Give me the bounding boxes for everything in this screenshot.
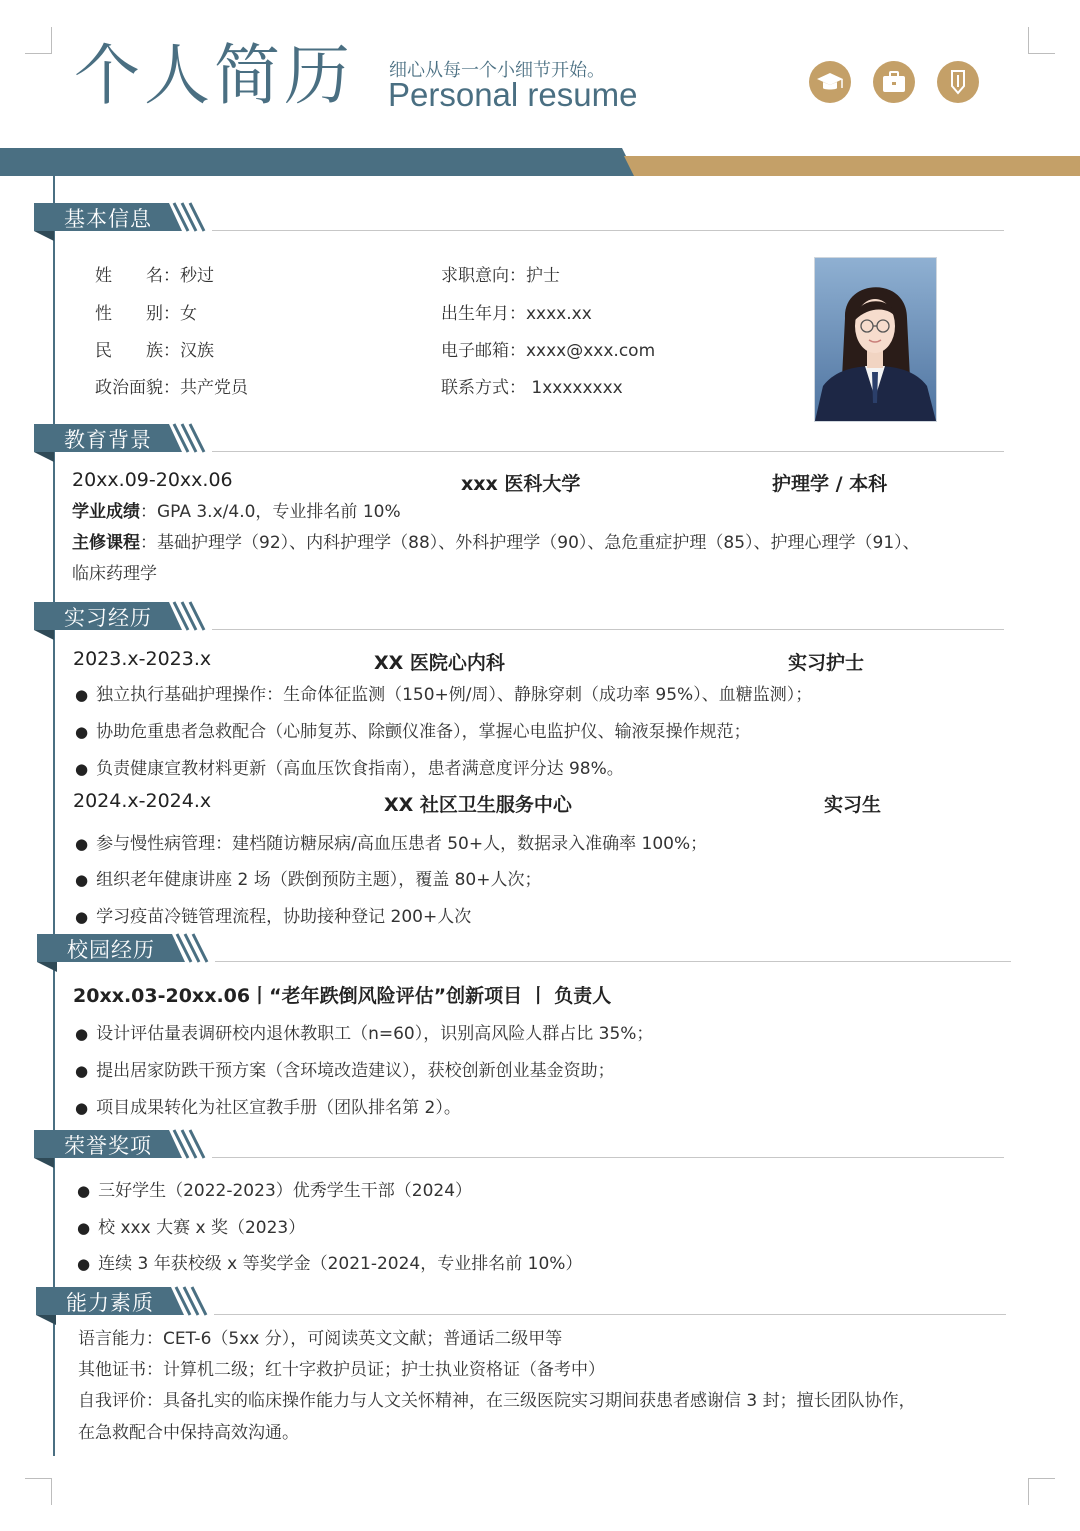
briefcase-icon bbox=[873, 61, 915, 103]
internship-1-role: 实习护士 bbox=[788, 652, 865, 674]
list-item: ● 学习疫苗冷链管理流程，协助接种登记 200+人次 bbox=[75, 902, 471, 927]
field-birth: 出生年月：xxxx.xx bbox=[441, 304, 592, 324]
corner-mark-top-right bbox=[1028, 27, 1055, 54]
section-title: 基本信息 bbox=[64, 207, 152, 231]
page-subtitle: 细心从每一个小细节开始。 bbox=[389, 60, 605, 81]
section-campus bbox=[37, 932, 1011, 978]
education-gpa bbox=[72, 502, 401, 522]
list-item: ● 负责健康宣教材料更新（高血压饮食指南），患者满意度评分达 98%。 bbox=[75, 754, 624, 779]
pen-icon bbox=[937, 61, 979, 103]
courses-label: 主修课程 bbox=[72, 533, 140, 553]
section-education bbox=[34, 422, 1004, 468]
education-period: 20xx.09-20xx.06 bbox=[72, 469, 233, 491]
section-title: 校园经历 bbox=[67, 938, 155, 962]
section-honors bbox=[34, 1128, 1004, 1174]
education-courses bbox=[72, 533, 920, 553]
field-job: 求职意向：护士 bbox=[441, 266, 560, 286]
courses-value: ：基础护理学（92）、内科护理学（88）、外科护理学（90）、急危重症护理（85）、护理心理学（91）、 bbox=[140, 533, 920, 553]
education-major: 护理学 / 本科 bbox=[772, 473, 888, 495]
corner-mark-bottom-left bbox=[25, 1478, 52, 1505]
field-phone: 联系方式： 1xxxxxxxx bbox=[441, 378, 623, 398]
education-school: xxx 医科大学 bbox=[461, 473, 581, 495]
list-item: ● 组织老年健康讲座 2 场（跌倒预防主题），覆盖 80+人次； bbox=[75, 865, 542, 890]
skill-self-eval: 自我评价：具备扎实的临床操作能力与人文关怀精神，在三级医院实习期间获患者感谢信 3 封；擅长团队协作， bbox=[78, 1391, 916, 1411]
skill-self-eval-continued: 在急救配合中保持高效沟通。 bbox=[78, 1423, 299, 1443]
field-gender: 性 别：女 bbox=[95, 304, 197, 324]
timeline-line bbox=[53, 176, 55, 1456]
list-item: ● 设计评估量表调研校内退休教职工（n=60），识别高风险人群占比 35%； bbox=[75, 1019, 653, 1044]
page-title: 个人简历 bbox=[74, 37, 354, 114]
list-item: ● 协助危重患者急救配合（心肺复苏、除颤仪准备），掌握心电监护仪、输液泵操作规范； bbox=[75, 717, 751, 742]
skill-certs: 其他证书：计算机二级；红十字救护员证；护士执业资格证（备考中） bbox=[78, 1360, 605, 1380]
section-title: 实习经历 bbox=[64, 606, 152, 630]
page-title-english: Personal resume bbox=[388, 76, 638, 113]
education-courses-continued: 临床药理学 bbox=[72, 564, 157, 584]
list-item: ● 提出居家防跌干预方案（含环境改造建议），获校创新创业基金资助； bbox=[75, 1056, 615, 1081]
skill-language: 语言能力：CET-6（5xx 分），可阅读英文文献；普通话二级甲等 bbox=[78, 1329, 563, 1349]
section-rule bbox=[212, 629, 1004, 630]
internship-1-org: XX 医院心内科 bbox=[374, 652, 505, 674]
header-divider-band bbox=[0, 148, 1080, 176]
corner-mark-top-left bbox=[25, 27, 52, 54]
section-internship bbox=[34, 600, 1004, 646]
campus-heading: 20xx.03-20xx.06丨“老年跌倒风险评估”创新项目 丨 负责人 bbox=[73, 985, 612, 1007]
graduation-cap-icon bbox=[809, 61, 851, 103]
section-skills bbox=[36, 1285, 1006, 1331]
list-item: ● 校 xxx 大赛 x 奖（2023） bbox=[77, 1213, 305, 1238]
gpa-label: 学业成绩 bbox=[72, 502, 140, 522]
section-title: 能力素质 bbox=[66, 1291, 154, 1315]
internship-2-role: 实习生 bbox=[824, 794, 882, 816]
section-rule bbox=[212, 451, 1004, 452]
list-item: ● 项目成果转化为社区宣教手册（团队排名第 2）。 bbox=[75, 1093, 461, 1118]
field-name: 姓 名：秒过 bbox=[95, 266, 214, 286]
section-rule bbox=[212, 230, 1004, 231]
section-rule bbox=[215, 961, 1011, 962]
internship-2-period: 2024.x-2024.x bbox=[73, 790, 212, 812]
corner-mark-bottom-right bbox=[1028, 1478, 1055, 1505]
section-title: 教育背景 bbox=[64, 428, 152, 452]
profile-photo bbox=[814, 257, 937, 422]
section-rule bbox=[212, 1157, 1004, 1158]
section-rule bbox=[214, 1314, 1006, 1315]
list-item: ● 独立执行基础护理操作：生命体征监测（150+例/周）、静脉穿刺（成功率 95%）、血糖监测）； bbox=[75, 680, 812, 705]
field-political: 政治面貌：共产党员 bbox=[95, 378, 248, 398]
gpa-value: ：GPA 3.x/4.0，专业排名前 10% bbox=[140, 502, 401, 522]
internship-1-period: 2023.x-2023.x bbox=[73, 648, 212, 670]
internship-2-org: XX 社区卫生服务中心 bbox=[384, 794, 572, 816]
list-item: ● 参与慢性病管理：建档随访糖尿病/高血压患者 50+人，数据录入准确率 100%； bbox=[75, 829, 707, 854]
field-ethnicity: 民 族：汉族 bbox=[95, 341, 214, 361]
list-item: ● 连续 3 年获校级 x 等奖学金（2021-2024，专业排名前 10%） bbox=[77, 1249, 582, 1274]
field-email: 电子邮箱：xxxx@xxx.com bbox=[441, 341, 656, 361]
section-basic-info bbox=[34, 201, 1004, 247]
list-item: ● 三好学生（2022-2023）优秀学生干部（2024） bbox=[77, 1176, 472, 1201]
section-title: 荣誉奖项 bbox=[64, 1134, 152, 1158]
